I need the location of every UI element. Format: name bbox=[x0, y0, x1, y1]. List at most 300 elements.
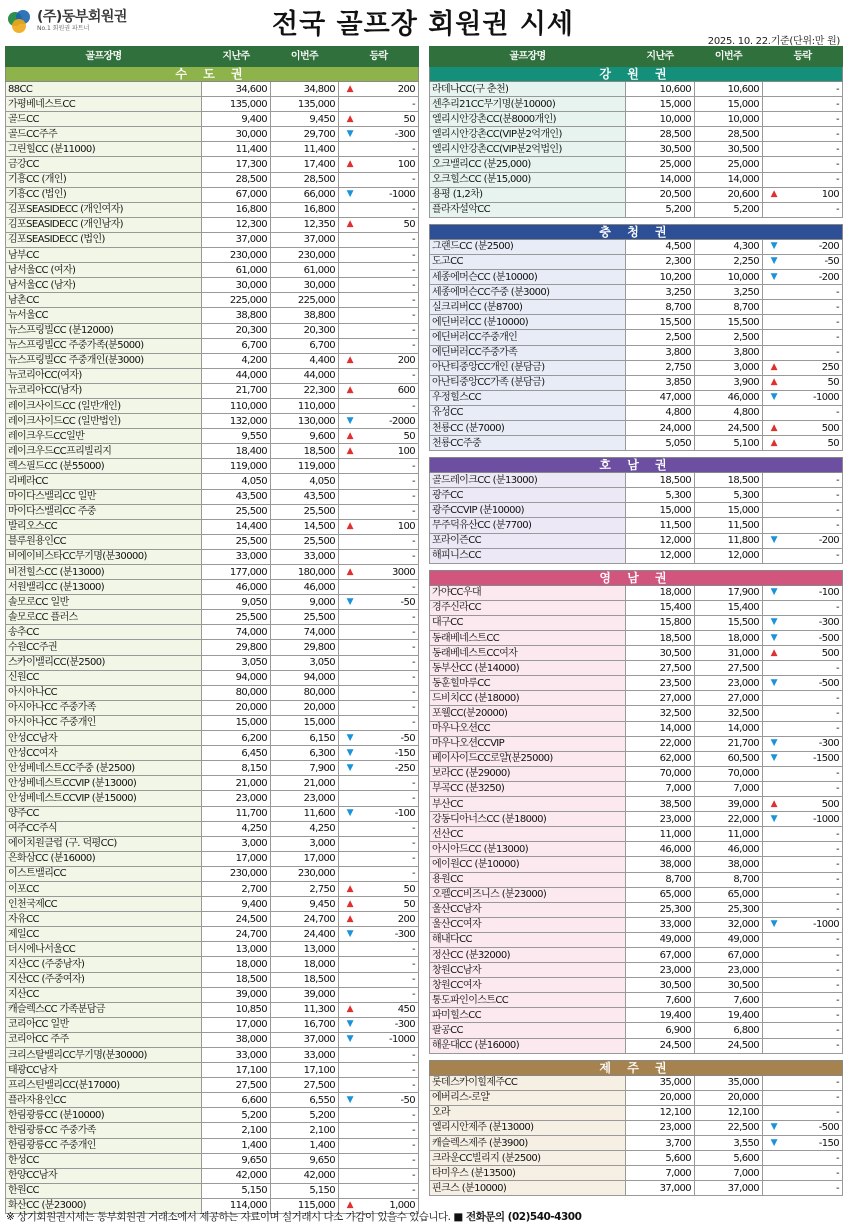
this-week-price: 12,350 bbox=[271, 217, 339, 232]
golf-course-name: 레이크사이드CC (일반개인) bbox=[6, 398, 202, 413]
price-change: -300 bbox=[785, 736, 843, 751]
last-week-price: 10,850 bbox=[202, 1002, 271, 1017]
change-indicator bbox=[339, 1123, 361, 1138]
this-week-price: 25,500 bbox=[271, 534, 339, 549]
this-week-price: 3,050 bbox=[271, 655, 339, 670]
change-indicator bbox=[339, 1183, 361, 1198]
price-change: 100 bbox=[785, 187, 843, 202]
golf-course-name: 오크힐스CC (분15,000) bbox=[430, 172, 626, 187]
last-week-price: 132,000 bbox=[202, 414, 271, 429]
last-week-price: 11,400 bbox=[202, 142, 271, 157]
change-indicator bbox=[763, 963, 785, 978]
this-week-price: 80,000 bbox=[271, 685, 339, 700]
this-week-price: 11,300 bbox=[271, 1002, 339, 1017]
this-week-price: 3,250 bbox=[695, 285, 763, 300]
last-week-price: 3,000 bbox=[202, 836, 271, 851]
price-change: - bbox=[361, 293, 419, 308]
table-row bbox=[6, 263, 419, 278]
this-week-price: 9,450 bbox=[271, 897, 339, 912]
last-week-price: 18,400 bbox=[202, 444, 271, 459]
up-arrow-icon: ▲ bbox=[763, 360, 785, 375]
last-week-price: 61,000 bbox=[202, 263, 271, 278]
last-week-price: 29,800 bbox=[202, 640, 271, 655]
down-arrow-icon: ▼ bbox=[763, 631, 785, 646]
golf-course-name: 크라운CC빌리지 (분2500) bbox=[430, 1151, 626, 1166]
table-row bbox=[430, 766, 843, 781]
last-week-price: 3,700 bbox=[626, 1136, 695, 1151]
golf-course-name: 스카이밸리CC(분2500) bbox=[6, 655, 202, 670]
this-week-price: 5,300 bbox=[695, 488, 763, 503]
price-change: - bbox=[361, 700, 419, 715]
up-arrow-icon: ▲ bbox=[339, 881, 361, 896]
golf-course-name: 레이크사이드CC (일반법인) bbox=[6, 414, 202, 429]
this-week-price: 65,000 bbox=[695, 887, 763, 902]
price-change: - bbox=[361, 580, 419, 595]
change-indicator bbox=[339, 776, 361, 791]
price-change: - bbox=[785, 330, 843, 345]
up-arrow-icon: ▲ bbox=[763, 375, 785, 390]
this-week-price: 8,700 bbox=[695, 872, 763, 887]
this-week-price: 230,000 bbox=[271, 866, 339, 881]
this-week-price: 180,000 bbox=[271, 565, 339, 580]
last-week-price: 11,700 bbox=[202, 806, 271, 821]
price-change: -100 bbox=[785, 585, 843, 600]
up-arrow-icon: ▲ bbox=[339, 897, 361, 912]
table-row bbox=[430, 405, 843, 420]
right-table-header bbox=[430, 47, 843, 67]
golf-course-name: 수원CC주권 bbox=[6, 640, 202, 655]
table-row bbox=[430, 797, 843, 812]
change-indicator bbox=[339, 534, 361, 549]
last-week-price: 38,000 bbox=[626, 857, 695, 872]
table-row bbox=[6, 398, 419, 413]
last-week-price: 39,000 bbox=[202, 987, 271, 1002]
last-week-price: 4,050 bbox=[202, 474, 271, 489]
this-week-price: 30,500 bbox=[695, 978, 763, 993]
down-arrow-icon: ▼ bbox=[763, 751, 785, 766]
table-row bbox=[6, 640, 419, 655]
change-indicator bbox=[339, 1153, 361, 1168]
this-week-price: 31,000 bbox=[695, 646, 763, 661]
this-week-price: 3,000 bbox=[271, 836, 339, 851]
table-row bbox=[430, 172, 843, 187]
table-row bbox=[6, 353, 419, 368]
change-indicator bbox=[339, 398, 361, 413]
this-week-price: 23,000 bbox=[695, 676, 763, 691]
this-week-price: 46,000 bbox=[695, 842, 763, 857]
section-title: 제 주 권 bbox=[430, 1060, 843, 1075]
this-week-price: 67,000 bbox=[695, 947, 763, 962]
price-change: - bbox=[361, 715, 419, 730]
this-week-price: 15,000 bbox=[695, 503, 763, 518]
golf-course-name: 에버리스-로얄 bbox=[430, 1090, 626, 1105]
last-week-price: 12,100 bbox=[626, 1105, 695, 1120]
this-week-price: 33,000 bbox=[271, 549, 339, 564]
price-change: - bbox=[361, 851, 419, 866]
footer-note: ※ 상기회원권시세는 동부회원권 거래소에서 제공하는 자료이며 실거래시 다소 가감이 있을수 있습니다. bbox=[6, 1211, 451, 1223]
section-title: 호 남 권 bbox=[430, 458, 843, 473]
this-week-price: 22,300 bbox=[271, 383, 339, 398]
last-week-price: 67,000 bbox=[626, 947, 695, 962]
change-indicator bbox=[339, 836, 361, 851]
golf-course-name: 통도파인이스트CC bbox=[430, 993, 626, 1008]
this-week-price: 9,600 bbox=[271, 429, 339, 444]
table-row bbox=[6, 836, 419, 851]
golf-course-name: 한림광릉CC 주중가족 bbox=[6, 1123, 202, 1138]
golf-course-name: 솔모로CC 플러스 bbox=[6, 610, 202, 625]
col-header-this-week: 이번주 bbox=[695, 47, 763, 67]
golf-course-name: 엘리시안강촌CC(분8000개인) bbox=[430, 112, 626, 127]
last-week-price: 13,000 bbox=[202, 942, 271, 957]
this-week-price: 27,000 bbox=[695, 691, 763, 706]
change-indicator bbox=[763, 1075, 785, 1090]
price-change: - bbox=[785, 315, 843, 330]
golf-course-name: 비에이비스타CC무기명(분30000) bbox=[6, 549, 202, 564]
this-week-price: 6,700 bbox=[271, 338, 339, 353]
this-week-price: 110,000 bbox=[271, 398, 339, 413]
last-week-price: 5,200 bbox=[626, 202, 695, 217]
last-week-price: 17,000 bbox=[202, 1017, 271, 1032]
last-week-price: 5,200 bbox=[202, 1108, 271, 1123]
price-change: - bbox=[785, 97, 843, 112]
last-week-price: 67,000 bbox=[202, 187, 271, 202]
section-header-sudo bbox=[6, 67, 419, 82]
price-change: - bbox=[361, 1153, 419, 1168]
golf-course-name: 동래베네스트CC bbox=[430, 631, 626, 646]
table-row bbox=[6, 1078, 419, 1093]
this-week-price: 37,000 bbox=[271, 232, 339, 247]
this-week-price: 3,000 bbox=[695, 360, 763, 375]
table-row bbox=[6, 1108, 419, 1123]
last-week-price: 32,500 bbox=[626, 706, 695, 721]
col-header-name: 골프장명 bbox=[6, 47, 202, 67]
table-row bbox=[430, 82, 843, 97]
table-row bbox=[6, 700, 419, 715]
this-week-price: 13,000 bbox=[271, 942, 339, 957]
price-change: 200 bbox=[361, 82, 419, 97]
price-change: 50 bbox=[361, 217, 419, 232]
golf-course-name: 안성베네스트CCVIP (분13000) bbox=[6, 776, 202, 791]
this-week-price: 135,000 bbox=[271, 97, 339, 112]
change-indicator bbox=[339, 640, 361, 655]
price-change: - bbox=[361, 323, 419, 338]
this-week-price: 130,000 bbox=[271, 414, 339, 429]
last-week-price: 25,500 bbox=[202, 504, 271, 519]
change-indicator bbox=[339, 1063, 361, 1078]
last-week-price: 18,000 bbox=[202, 957, 271, 972]
price-change: - bbox=[785, 157, 843, 172]
down-arrow-icon: ▼ bbox=[763, 533, 785, 548]
price-change: 50 bbox=[361, 897, 419, 912]
up-arrow-icon: ▲ bbox=[339, 383, 361, 398]
last-week-price: 6,450 bbox=[202, 746, 271, 761]
price-change: 200 bbox=[361, 912, 419, 927]
price-change: -300 bbox=[785, 615, 843, 630]
this-week-price: 11,000 bbox=[695, 827, 763, 842]
golf-course-name: 해내다CC bbox=[430, 932, 626, 947]
this-week-price: 18,000 bbox=[271, 957, 339, 972]
price-change: - bbox=[361, 142, 419, 157]
last-week-price: 6,600 bbox=[202, 1093, 271, 1108]
price-change: - bbox=[361, 489, 419, 504]
table-row bbox=[430, 375, 843, 390]
last-week-price: 30,000 bbox=[202, 127, 271, 142]
golf-course-name: 마우나오션CCVIP bbox=[430, 736, 626, 751]
up-arrow-icon: ▲ bbox=[339, 444, 361, 459]
this-week-price: 1,400 bbox=[271, 1138, 339, 1153]
table-row bbox=[6, 987, 419, 1002]
change-indicator bbox=[763, 1181, 785, 1196]
table-row bbox=[430, 872, 843, 887]
price-change: - bbox=[361, 1183, 419, 1198]
price-change: 50 bbox=[361, 112, 419, 127]
table-row bbox=[430, 315, 843, 330]
golf-course-name: 세종에머슨CC주중 (분3000) bbox=[430, 285, 626, 300]
change-indicator bbox=[763, 600, 785, 615]
change-indicator bbox=[339, 142, 361, 157]
footer-contact: ■ 전화문의 (02)540-4300 bbox=[453, 1211, 582, 1223]
last-week-price: 28,500 bbox=[626, 127, 695, 142]
down-arrow-icon: ▼ bbox=[763, 615, 785, 630]
golf-course-name: 뉴스프링빌CC 주중개인(분3000) bbox=[6, 353, 202, 368]
golf-course-name: 골드CC bbox=[6, 112, 202, 127]
price-change: 50 bbox=[361, 881, 419, 896]
change-indicator bbox=[763, 82, 785, 97]
table-row bbox=[6, 761, 419, 776]
up-arrow-icon: ▲ bbox=[763, 646, 785, 661]
change-indicator bbox=[339, 1168, 361, 1183]
down-arrow-icon: ▼ bbox=[339, 927, 361, 942]
table-row bbox=[430, 420, 843, 435]
golf-course-name: 에이원CC (분10000) bbox=[430, 857, 626, 872]
this-week-price: 4,300 bbox=[695, 239, 763, 254]
last-week-price: 9,400 bbox=[202, 897, 271, 912]
this-week-price: 25,300 bbox=[695, 902, 763, 917]
table-row bbox=[430, 1105, 843, 1120]
this-week-price: 94,000 bbox=[271, 670, 339, 685]
table-row bbox=[6, 1048, 419, 1063]
price-change: 100 bbox=[361, 519, 419, 534]
table-row bbox=[6, 429, 419, 444]
golf-course-name: 블루원용인CC bbox=[6, 534, 202, 549]
down-arrow-icon: ▼ bbox=[339, 761, 361, 776]
price-change: -1000 bbox=[785, 917, 843, 932]
table-row bbox=[430, 676, 843, 691]
golf-course-name: 지산CC (주중여자) bbox=[6, 972, 202, 987]
table-row bbox=[430, 917, 843, 932]
last-week-price: 15,400 bbox=[626, 600, 695, 615]
this-week-price: 15,000 bbox=[695, 97, 763, 112]
this-week-price: 22,500 bbox=[695, 1120, 763, 1135]
price-change: -2000 bbox=[361, 414, 419, 429]
table-row bbox=[430, 285, 843, 300]
this-week-price: 27,500 bbox=[271, 1078, 339, 1093]
change-indicator bbox=[339, 338, 361, 353]
change-indicator bbox=[339, 504, 361, 519]
price-change: - bbox=[361, 987, 419, 1002]
golf-course-name: 비전힐스CC (분13000) bbox=[6, 565, 202, 580]
golf-course-name: 가평베네스트CC bbox=[6, 97, 202, 112]
this-week-price: 14,000 bbox=[695, 721, 763, 736]
golf-course-name: 동래베네스트CC여자 bbox=[430, 646, 626, 661]
golf-course-name: 아난티중앙CC개인 (분담금) bbox=[430, 360, 626, 375]
change-indicator bbox=[339, 1048, 361, 1063]
change-indicator bbox=[339, 866, 361, 881]
price-change: -300 bbox=[361, 927, 419, 942]
golf-course-name: 안성CC여자 bbox=[6, 746, 202, 761]
golf-course-name: 오크밸리CC (분25,000) bbox=[430, 157, 626, 172]
this-week-price: 34,800 bbox=[271, 82, 339, 97]
last-week-price: 19,400 bbox=[626, 1008, 695, 1023]
this-week-price: 60,500 bbox=[695, 751, 763, 766]
table-row bbox=[6, 414, 419, 429]
last-week-price: 12,000 bbox=[626, 548, 695, 563]
down-arrow-icon: ▼ bbox=[763, 585, 785, 600]
change-indicator bbox=[339, 670, 361, 685]
down-arrow-icon: ▼ bbox=[763, 1136, 785, 1151]
last-week-price: 94,000 bbox=[202, 670, 271, 685]
price-change: - bbox=[361, 972, 419, 987]
price-change: - bbox=[785, 1105, 843, 1120]
table-row bbox=[430, 533, 843, 548]
last-week-price: 25,300 bbox=[626, 902, 695, 917]
golf-course-name: 타미우스 (분13500) bbox=[430, 1166, 626, 1181]
price-change: - bbox=[785, 993, 843, 1008]
this-week-price: 74,000 bbox=[271, 625, 339, 640]
col-header-name: 골프장명 bbox=[430, 47, 626, 67]
price-change: -250 bbox=[361, 761, 419, 776]
last-week-price: 27,000 bbox=[626, 691, 695, 706]
table-row bbox=[6, 912, 419, 927]
price-change: 1,000 bbox=[361, 1198, 419, 1213]
golf-course-name: 엘리시안제주 (분13000) bbox=[430, 1120, 626, 1135]
golf-course-name: 아난티중앙CC가족 (분담금) bbox=[430, 375, 626, 390]
price-change: -150 bbox=[785, 1136, 843, 1151]
golf-course-name: 라데나CC(구 춘천) bbox=[430, 82, 626, 97]
last-week-price: 11,000 bbox=[626, 827, 695, 842]
change-indicator bbox=[763, 1008, 785, 1023]
table-row bbox=[6, 1153, 419, 1168]
section-header-gangwon bbox=[430, 67, 843, 82]
table-row bbox=[6, 1002, 419, 1017]
this-week-price: 17,100 bbox=[271, 1063, 339, 1078]
price-change: 100 bbox=[361, 157, 419, 172]
table-row bbox=[430, 300, 843, 315]
last-week-price: 8,700 bbox=[626, 300, 695, 315]
change-indicator bbox=[339, 972, 361, 987]
change-indicator bbox=[763, 330, 785, 345]
price-change: - bbox=[361, 504, 419, 519]
down-arrow-icon: ▼ bbox=[763, 1120, 785, 1135]
this-week-price: 5,100 bbox=[695, 436, 763, 451]
this-week-price: 14,000 bbox=[695, 172, 763, 187]
price-change: - bbox=[785, 1008, 843, 1023]
table-row bbox=[6, 821, 419, 836]
table-row bbox=[430, 142, 843, 157]
section-spacer bbox=[430, 451, 843, 458]
this-week-price: 20,000 bbox=[695, 1090, 763, 1105]
golf-course-name: 렉스필드CC (분55000) bbox=[6, 459, 202, 474]
price-change: - bbox=[785, 1023, 843, 1038]
price-change: - bbox=[785, 963, 843, 978]
price-change: - bbox=[785, 285, 843, 300]
this-week-price: 11,600 bbox=[271, 806, 339, 821]
this-week-price: 30,500 bbox=[695, 142, 763, 157]
golf-course-name: 울산CC남자 bbox=[430, 902, 626, 917]
price-change: - bbox=[785, 600, 843, 615]
this-week-price: 5,150 bbox=[271, 1183, 339, 1198]
golf-course-name: 안성베네스트CC주중 (분2500) bbox=[6, 761, 202, 776]
last-week-price: 70,000 bbox=[626, 766, 695, 781]
price-change: -300 bbox=[361, 1017, 419, 1032]
this-week-price: 18,500 bbox=[271, 444, 339, 459]
this-week-price: 21,700 bbox=[695, 736, 763, 751]
this-week-price: 21,000 bbox=[271, 776, 339, 791]
last-week-price: 65,000 bbox=[626, 887, 695, 902]
price-change: - bbox=[785, 1151, 843, 1166]
golf-course-name: 해피니스CC bbox=[430, 548, 626, 563]
change-indicator bbox=[339, 202, 361, 217]
golf-course-name: 가야CC우대 bbox=[430, 585, 626, 600]
change-indicator bbox=[763, 1105, 785, 1120]
this-week-price: 29,800 bbox=[271, 640, 339, 655]
change-indicator bbox=[763, 842, 785, 857]
last-week-price: 23,000 bbox=[626, 812, 695, 827]
this-week-price: 119,000 bbox=[271, 459, 339, 474]
last-week-price: 7,600 bbox=[626, 993, 695, 1008]
golf-course-name: 화산CC (분23000) bbox=[6, 1198, 202, 1213]
this-week-price: 35,000 bbox=[695, 1075, 763, 1090]
golf-course-name: 동훈힐마루CC bbox=[430, 676, 626, 691]
last-week-price: 44,000 bbox=[202, 368, 271, 383]
price-change: - bbox=[785, 887, 843, 902]
this-week-price: 37,000 bbox=[695, 1181, 763, 1196]
page-title: 전국 골프장 회원권 시세 bbox=[271, 9, 575, 40]
down-arrow-icon: ▼ bbox=[339, 746, 361, 761]
last-week-price: 18,000 bbox=[626, 585, 695, 600]
golf-course-name: 레이크우드CC일반 bbox=[6, 429, 202, 444]
this-week-price: 22,000 bbox=[695, 812, 763, 827]
table-row bbox=[430, 1023, 843, 1038]
golf-course-name: 오펠CC비즈니스 (분23000) bbox=[430, 887, 626, 902]
golf-course-name: 자유CC bbox=[6, 912, 202, 927]
golf-course-name: 기흥CC (개인) bbox=[6, 172, 202, 187]
last-week-price: 9,050 bbox=[202, 595, 271, 610]
change-indicator bbox=[763, 766, 785, 781]
change-indicator bbox=[763, 691, 785, 706]
last-week-price: 24,500 bbox=[626, 1038, 695, 1053]
last-week-price: 4,800 bbox=[626, 405, 695, 420]
last-week-price: 9,550 bbox=[202, 429, 271, 444]
change-indicator bbox=[763, 706, 785, 721]
table-row bbox=[6, 323, 419, 338]
last-week-price: 1,400 bbox=[202, 1138, 271, 1153]
golf-course-name: 신원CC bbox=[6, 670, 202, 685]
golf-course-name: 팔공CC bbox=[430, 1023, 626, 1038]
price-change: - bbox=[361, 97, 419, 112]
price-change: - bbox=[785, 842, 843, 857]
golf-course-name: 뉴스프링빌CC (분12000) bbox=[6, 323, 202, 338]
price-change: - bbox=[785, 902, 843, 917]
last-week-price: 5,150 bbox=[202, 1183, 271, 1198]
last-week-price: 110,000 bbox=[202, 398, 271, 413]
down-arrow-icon: ▼ bbox=[339, 1017, 361, 1032]
left-price-table bbox=[5, 46, 419, 1214]
table-row bbox=[6, 791, 419, 806]
change-indicator bbox=[763, 127, 785, 142]
last-week-price: 43,500 bbox=[202, 489, 271, 504]
table-row bbox=[430, 932, 843, 947]
